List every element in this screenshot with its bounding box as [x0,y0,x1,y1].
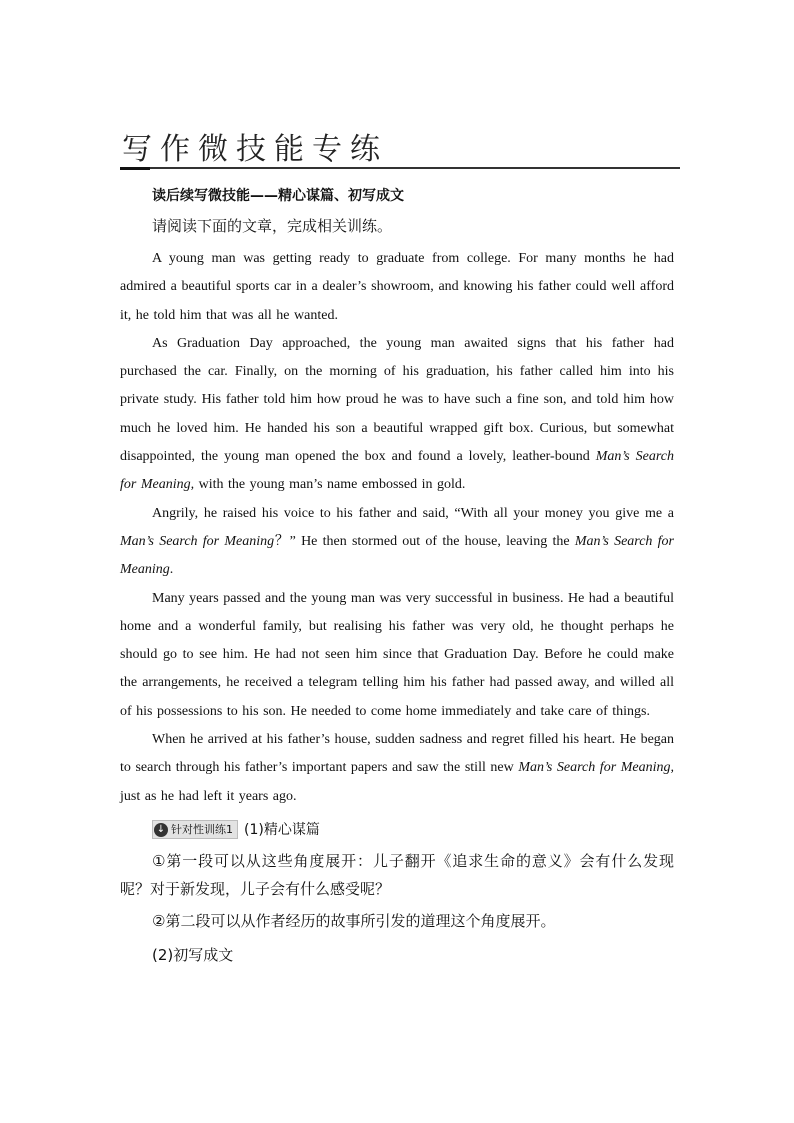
title-divider [120,167,680,169]
passage-text: ？” He then stormed out of the house, leaving the [274,533,575,549]
task-badge-label: 针对性训练1 [171,822,233,836]
book-title: Man’s Search for Meaning [120,533,275,549]
arrow-down-circle-icon: ↓ [154,823,168,837]
book-title: Man’s Search for Meaning, [518,760,674,776]
task-badge [152,820,238,839]
book-title: Man’s Search for Meaning [120,533,674,578]
passage-paragraph-3 [120,500,674,585]
passage-paragraph-5 [120,726,674,811]
passage-text: . [169,562,174,578]
book-title: Man’s Search for Meaning, [120,449,675,493]
passage-paragraph-2 [120,330,674,500]
section-heading: 读后续写微技能——精心谋篇、初写成文 [152,188,404,204]
passage-text: just as he had left it years ago. [120,788,297,804]
passage-text: When he arrived at his father’s house, sudden sadness and regret filled his heart. He began to search through his father’s important papers and saw the still new [120,732,674,776]
document-body [120,183,674,969]
passage-paragraph-1: A young man was getting ready to graduate from college. For many months he had admired a beautiful sports car in a dealer’s showroom, and knowing his father could well afford it, he told him that was all he wanted. [120,251,674,323]
task-header [152,817,674,843]
title-divider-accent [120,167,150,170]
passage-text: As Graduation Day approached, the young man awaited signs that his father had purchased the car. Finally, on the morning of his graduation, his father called him into his private study. His father told him how proud he was to have such a fine son, and told him how much he loved him. He handed his son a beautiful wrapped gift box. Curious, but somewhat disappointed, the young man opened the box and found a lovely, leather-bound [120,335,674,465]
task-point-1: ①第一段可以从这些角度展开：儿子翻开《追求生命的意义》会有什么发现呢？对于新发现，儿子会有什么感受呢？ [120,851,674,898]
task-part1-title: (1)精心谋篇 [244,821,320,838]
instruction-text: 请阅读下面的文章，完成相关训练。 [152,217,393,235]
passage-paragraph-4: Many years passed and the young man was very successful in business. He had a beautiful home and a wonderful family, but realising his father was very old, he thought perhaps he should go to see him. He had not seen him since that Graduation Day. Before he could make the arrangements, he received a telegram telling him his father had passed away, and willed all of his possessions to his son. He needed to come home immediately and take care of things. [120,590,674,719]
passage-text: Angrily, he raised his voice to his father and said, “With all your money you give me a [152,505,674,521]
passage-text: with the young man’s name embossed in gold. [194,477,466,493]
task-point-2: ②第二段可以从作者经历的故事所引发的道理这个角度展开。 [152,911,556,930]
task-part2-title: (2)初写成文 [152,945,234,964]
page-title: 写作微技能专练 [122,132,388,167]
